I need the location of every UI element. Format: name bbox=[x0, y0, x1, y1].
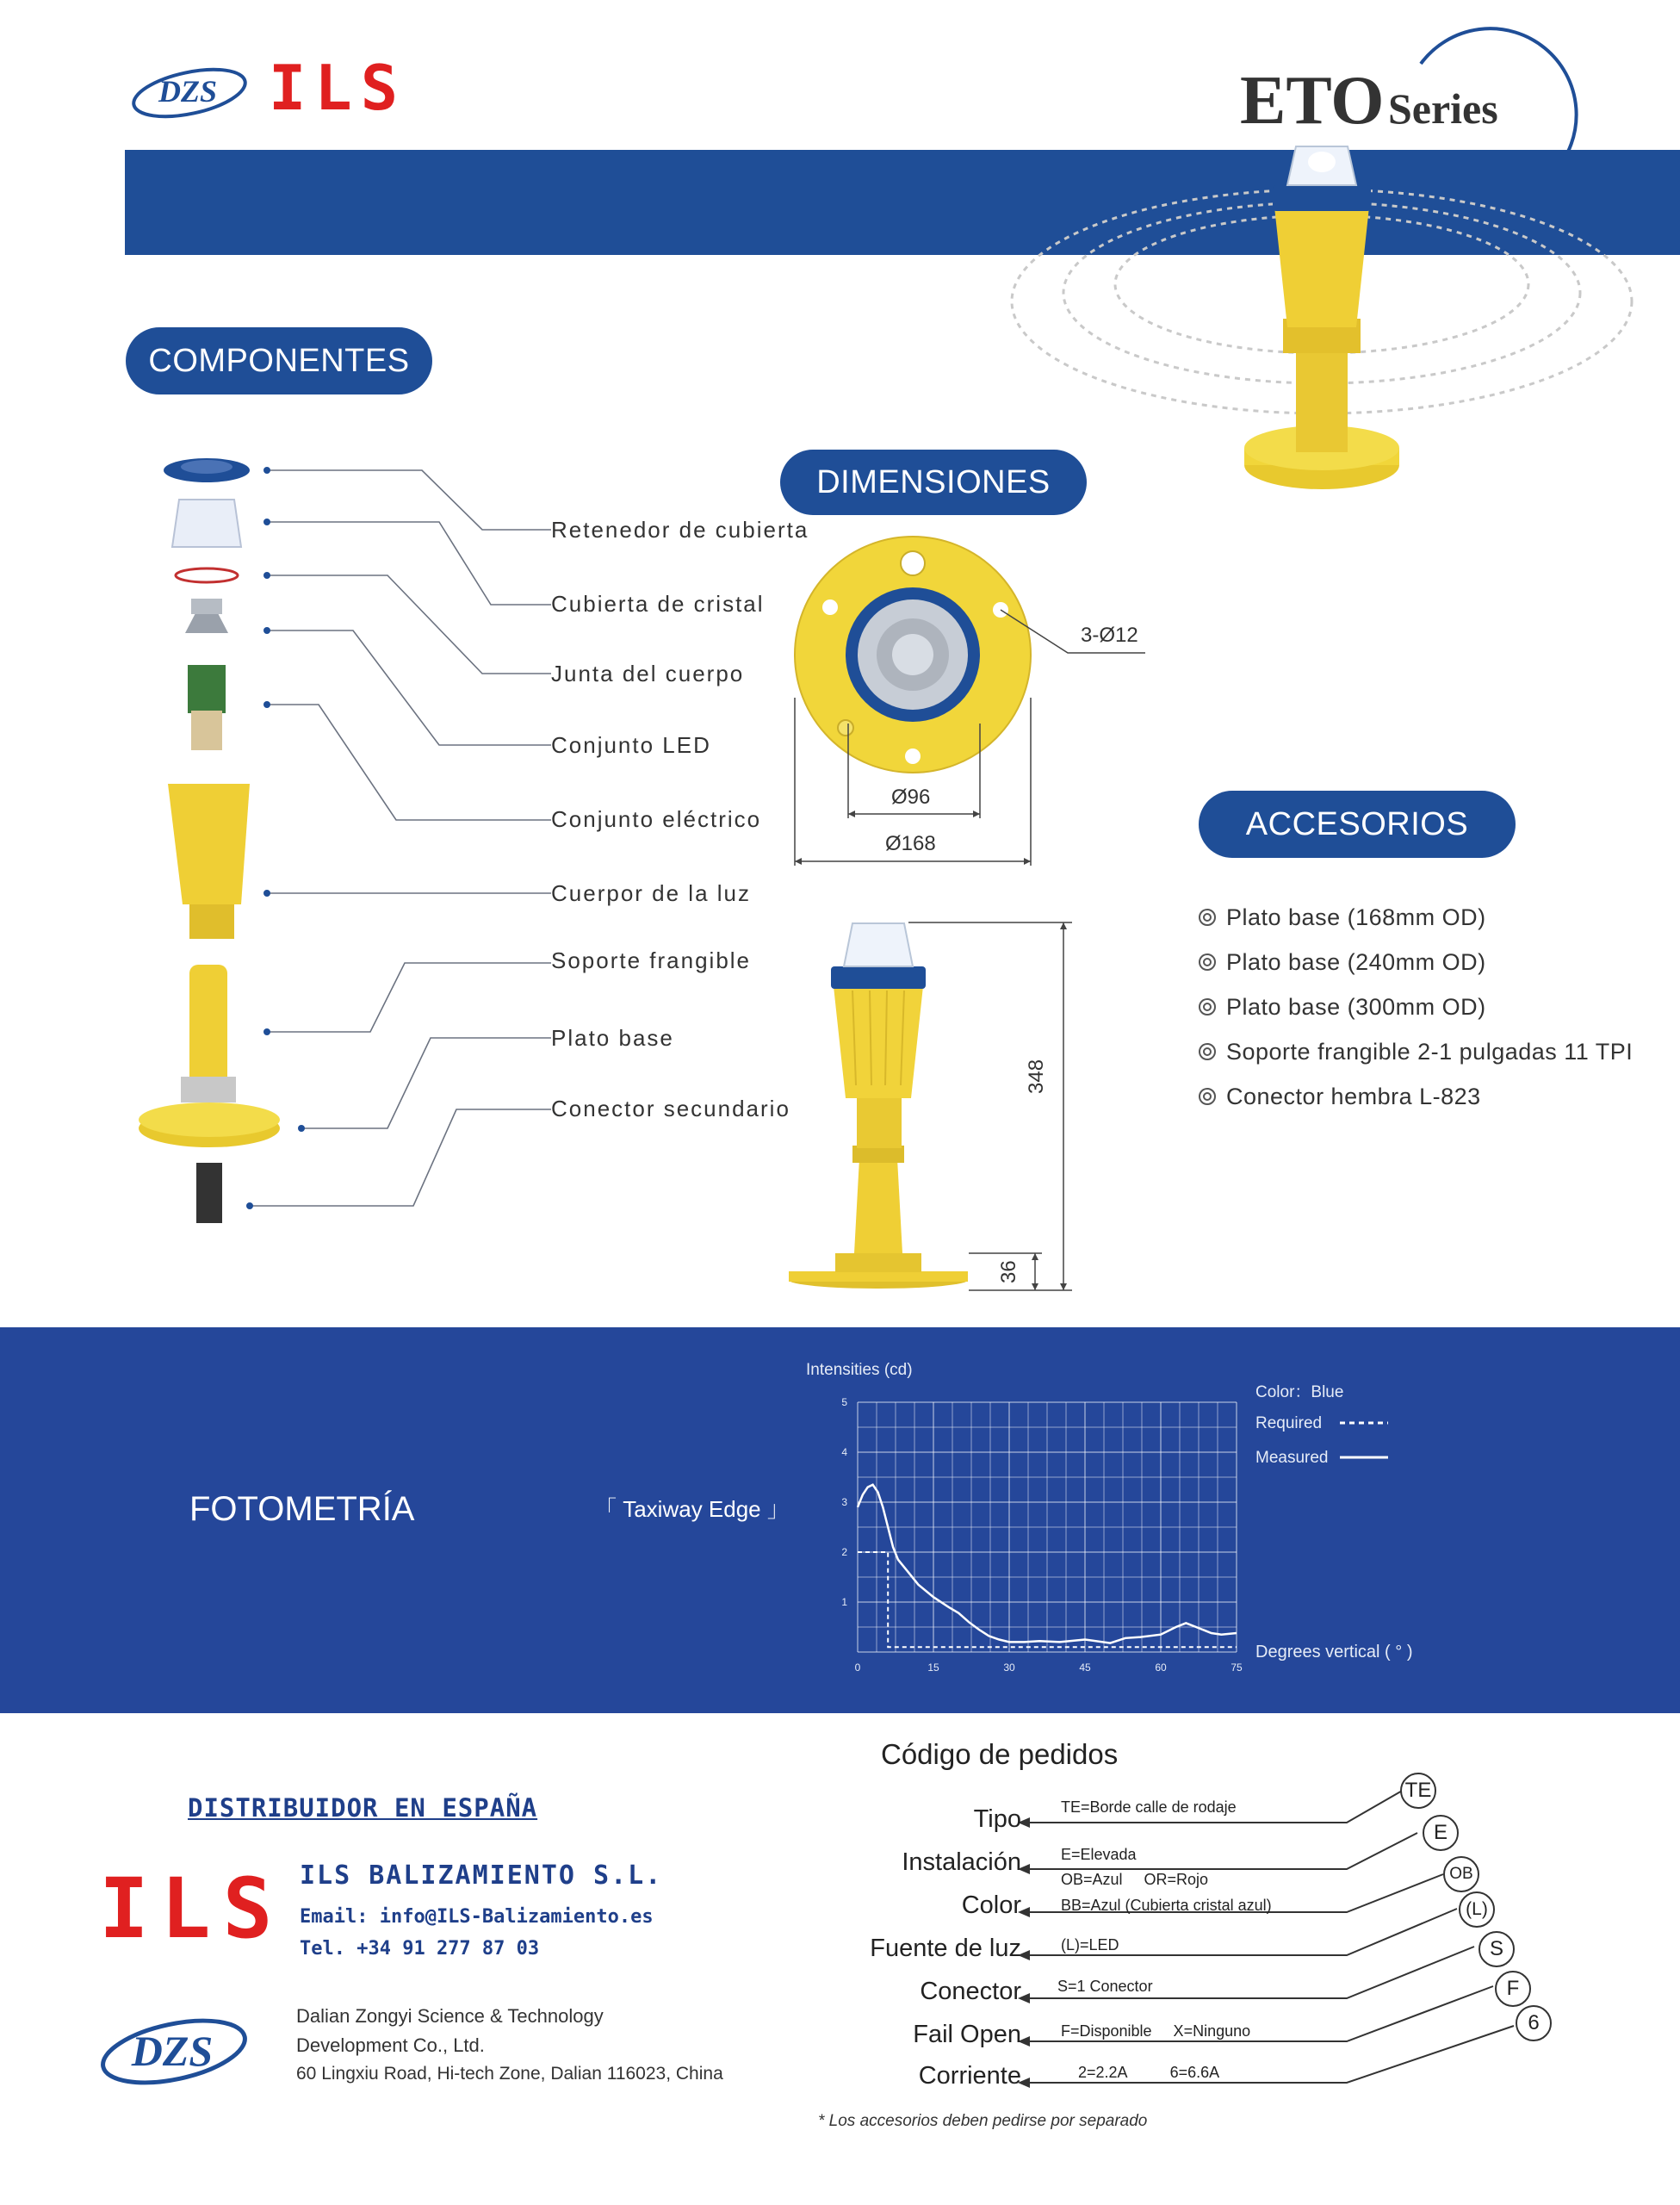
bullet-icon bbox=[1199, 1043, 1216, 1060]
ordering-title: Código de pedidos bbox=[881, 1738, 1119, 1770]
maker-line-3: 60 Lingxiu Road, Hi-tech Zone, Dalian 116023, China bbox=[296, 2064, 723, 2084]
bullet-icon bbox=[1199, 953, 1216, 971]
x-tick-label: 30 bbox=[1003, 1662, 1015, 1674]
y-tick-label: 3 bbox=[841, 1496, 847, 1508]
ils-logo: ILS bbox=[269, 52, 407, 124]
maker-dzs-logo bbox=[98, 2007, 250, 2093]
product-illustration bbox=[999, 121, 1653, 508]
component-label-1: Retenedor de cubierta bbox=[551, 517, 809, 543]
photometry-subtitle: 「 Taxiway Edge 」 bbox=[594, 1496, 790, 1522]
distributor-heading: DISTRIBUIDOR EN ESPAÑA bbox=[188, 1793, 538, 1823]
series-main: ETO bbox=[1240, 63, 1385, 139]
chart-ylabel: Intensities (cd) bbox=[806, 1361, 913, 1379]
series-sub: Series bbox=[1387, 84, 1498, 133]
chart-ticks bbox=[841, 1396, 1243, 1674]
y-tick-label: 1 bbox=[841, 1596, 847, 1608]
ordering-code-conector: S bbox=[1479, 1931, 1515, 1967]
ordering-code-fuente: (L) bbox=[1459, 1891, 1495, 1928]
accessory-item-4: Soporte frangible 2-1 pulgadas 11 TPI bbox=[1199, 1039, 1633, 1065]
component-label-4: Conjunto LED bbox=[551, 732, 711, 758]
ordering-desc-instalacion: E=Elevada bbox=[1061, 1846, 1137, 1863]
bullet-icon bbox=[1199, 1088, 1216, 1105]
exploded-view bbox=[121, 448, 809, 1258]
component-label-2: Cubierta de cristal bbox=[551, 591, 765, 617]
component-label-8: Plato base bbox=[551, 1025, 674, 1051]
distributor-phone: Tel. +34 91 277 87 03 bbox=[300, 1938, 540, 1960]
ordering-label-fuente: Fuente de luz bbox=[870, 1935, 1021, 1962]
ordering-label-instalacion: Instalación bbox=[902, 1848, 1021, 1876]
ordering-label-tipo: Tipo bbox=[973, 1805, 1021, 1833]
dimension-holes: 3-Ø12 bbox=[1081, 624, 1138, 647]
dimension-base-height: 36 bbox=[997, 1260, 1020, 1283]
dimension-side-view bbox=[784, 913, 1094, 1301]
accessory-item-5: Conector hembra L-823 bbox=[1199, 1084, 1481, 1110]
y-tick-label: 2 bbox=[841, 1546, 847, 1558]
ordering-code-color: OB bbox=[1443, 1856, 1479, 1892]
component-label-3: Junta del cuerpo bbox=[551, 661, 745, 686]
x-tick-label: 0 bbox=[854, 1662, 861, 1674]
ordering-label-corriente: Corriente bbox=[918, 2062, 1021, 2090]
dimension-outer-diameter: Ø168 bbox=[885, 832, 936, 855]
ordering-code-corriente: 6 bbox=[1516, 2005, 1552, 2041]
legend-color: Color：Blue bbox=[1255, 1383, 1344, 1401]
ordering-code-instalacion: E bbox=[1423, 1815, 1459, 1851]
ordering-code-failopen: F bbox=[1495, 1971, 1531, 2007]
component-label-6: Cuerpor de la luz bbox=[551, 880, 751, 906]
maker-dzs-logo-text: DZS bbox=[131, 2027, 214, 2075]
x-tick-label: 60 bbox=[1155, 1662, 1167, 1674]
dimension-inner-diameter: Ø96 bbox=[891, 786, 931, 809]
dimension-top-view bbox=[775, 525, 1171, 887]
dimensions-title: DIMENSIONES bbox=[780, 450, 1087, 515]
photometry-chart bbox=[792, 1352, 1679, 1705]
ordering-label-color: Color bbox=[961, 1891, 1021, 1919]
ordering-code-tipo: TE bbox=[1400, 1773, 1436, 1809]
y-tick-label: 4 bbox=[841, 1446, 847, 1458]
x-tick-label: 45 bbox=[1079, 1662, 1091, 1674]
photometry-title: FOTOMETRÍA bbox=[189, 1490, 415, 1528]
ordering-desc-corriente: 2=2.2A 6=6.6A bbox=[1078, 2064, 1220, 2081]
chart-xlabel: Degrees vertical ( ° ) bbox=[1255, 1643, 1413, 1662]
ordering-desc-failopen: F=Disponible X=Ninguno bbox=[1061, 2022, 1251, 2040]
legend-measured: Measured bbox=[1255, 1449, 1329, 1467]
ordering-note: * Los accesorios deben pedirse por separado bbox=[818, 2112, 1148, 2130]
maker-line-2: Development Co., Ltd. bbox=[296, 2034, 485, 2056]
bullet-icon bbox=[1199, 998, 1216, 1016]
dzs-logo bbox=[129, 60, 250, 121]
ordering-desc-fuente: (L)=LED bbox=[1061, 1936, 1119, 1953]
ordering-label-failopen: Fail Open bbox=[913, 2021, 1021, 2048]
bullet-icon bbox=[1199, 909, 1216, 926]
maker-line-1: Dalian Zongyi Science & Technology bbox=[296, 2005, 604, 2027]
component-label-5: Conjunto eléctrico bbox=[551, 806, 762, 832]
dimension-height: 348 bbox=[1025, 1059, 1048, 1094]
accessory-item-2: Plato base (240mm OD) bbox=[1199, 949, 1486, 976]
y-tick-label: 5 bbox=[841, 1396, 847, 1408]
distributor-ils-logo: ILS bbox=[99, 1860, 285, 1957]
x-tick-label: 75 bbox=[1231, 1662, 1243, 1674]
ordering-desc-tipo: TE=Borde calle de rodaje bbox=[1061, 1798, 1237, 1816]
ordering-desc-color-1: OB=Azul OR=Rojo bbox=[1061, 1871, 1209, 1888]
ordering-label-conector: Conector bbox=[920, 1978, 1021, 2005]
ordering-desc-conector: S=1 Conector bbox=[1057, 1978, 1153, 1995]
ordering-desc-color-2: BB=Azul (Cubierta cristal azul) bbox=[1061, 1897, 1272, 1914]
x-tick-label: 15 bbox=[927, 1662, 939, 1674]
component-label-7: Soporte frangible bbox=[551, 947, 752, 973]
distributor-company: ILS BALIZAMIENTO S.L. bbox=[300, 1860, 663, 1891]
dzs-logo-text: DZS bbox=[158, 74, 218, 109]
chart-grid bbox=[858, 1402, 1237, 1652]
accessories-title: ACCESORIOS bbox=[1199, 791, 1516, 858]
accessory-item-1: Plato base (168mm OD) bbox=[1199, 904, 1486, 931]
components-title: COMPONENTES bbox=[126, 327, 432, 394]
component-label-9: Conector secundario bbox=[551, 1096, 790, 1121]
accessory-item-3: Plato base (300mm OD) bbox=[1199, 994, 1486, 1021]
legend-required: Required bbox=[1255, 1414, 1323, 1432]
distributor-email: Email: info@ILS-Balizamiento.es bbox=[300, 1906, 654, 1928]
